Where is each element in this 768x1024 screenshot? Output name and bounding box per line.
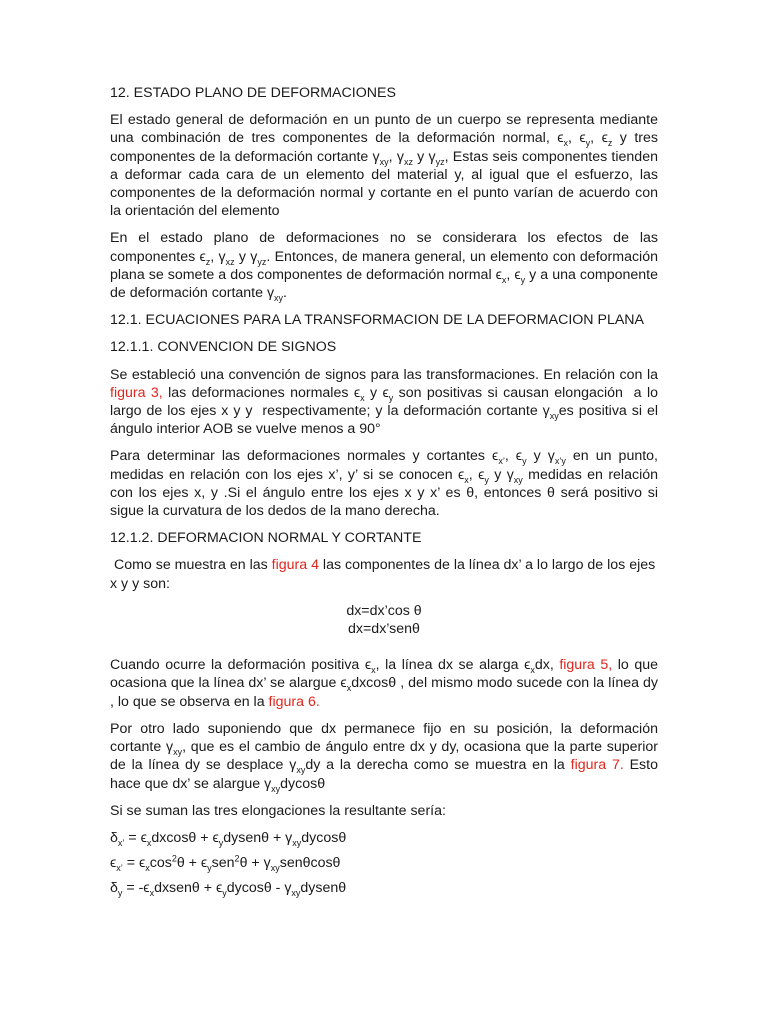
equation-epsilon-x: $\epsilon_{x’} = \epsilon_x\cos^2\theta + \epsilon_ysen^2\theta + \gamma_{xy}sen\theta\cos\theta$ — [110, 853, 341, 873]
paragraph-sum-intro: Si se suman las tres elongaciones la resultante sería: — [110, 802, 446, 819]
section-heading-12: 12. ESTADO PLANO DE DEFORMACIONES — [110, 85, 396, 101]
figure-6-link[interactable]: figura 6. — [268, 693, 320, 710]
document-page — [110, 84, 658, 905]
section-heading-12-1-1: 12.1.1. CONVENCION DE SIGNOS — [110, 339, 337, 356]
paragraph-sign-convention: Se estableció una convención de signos para las transformaciones. En relación con la figura 3, las deformaciones normales $\epsilon_x$ y $\epsilon_y$ son positivas si causan elongación a lo largo de los ejes x y y respectivamente; y la deformación cortante $\gamma_{xy}es$ positiva si el ángulo interior AOB se vuelve menos a 90° — [110, 366, 658, 438]
section-heading-12-1: 12.1. ECUACIONES PARA LA TRANSFORMACION DE LA DEFORMACION PLANA — [110, 312, 645, 329]
figure-5-link[interactable]: figura 5, — [559, 657, 613, 674]
paragraph-plane-strain: En el estado plano de deformaciones no se considerara los efectos de las componentes $\epsilon_z$, $\gamma_{xz}$ y $\gamma_{yz}$. Entonces, de manera general, un elemento con deformación plana se somete a dos componentes de deformación normal $\epsilon_x$, $\epsilon_y$ y a una componente de deformación cortante $\gamma_{xy}$. — [110, 230, 659, 303]
figure-3-link[interactable]: figura 3, — [110, 384, 163, 401]
figure-7-link[interactable]: figura 7. — [570, 757, 624, 774]
figure-4-link[interactable]: figura 4 — [271, 557, 319, 574]
paragraph-intro: El estado general de deformación en un punto de un cuerpo se representa mediante una combinación de tres componentes de la deformación normal, $\epsilon_x$, $\epsilon_y$, $\epsilon_z$ y tres componentes de la deformación cortante $\gamma_{xy}$, $\gamma_{xz}$ y $\gamma_{yz}$, Estas seis componentes tienden a deformar cada cara de un elemento del material y, al igual que el esfuerzo, las componentes de la deformación normal y cortante en el punto varían de acuerdo con la orientación del elemento — [110, 112, 658, 220]
paragraph-shear-strain: Por otro lado suponiendo que dx permanece fijo en su posición, la deformación cortante $\gamma_{xy}$, que es el cambio de ángulo entre dx y dy, ocasiona que la parte superior de la línea dy se desplace $\gamma_{xy}dy$ a la derecha como se muestra en la figura 7. Esto hace que dx’ se alargue $\gamma_{xy}dycos\theta$ — [110, 720, 658, 794]
equation-delta-x: $\delta_{x’} = \epsilon_xdxcos\theta$ + $\epsilon_ydysen\theta + \gamma_{xy}dycos\theta$ — [110, 829, 347, 848]
equation-dx-cos: dx=dx’cos θ — [346, 602, 422, 619]
paragraph-determine: Para determinar las deformaciones normales y cortantes $\epsilon_{x’}$, $\epsilon_y$ y $\gamma_{x’y}$ en un punto, medidas en relación con los ejes x’, y’ si se conocen $\epsilon_x$, $\epsilon_y$ y $\gamma_{xy}$ medidas en relación con los ejes x, y .Si el ángulo entre los ejes x y x’ es θ, entonces θ será positivo si sigue la curvatura de los dedos de la mano derecha. — [110, 448, 659, 520]
equation-delta-y: $\delta_y$ = $-\epsilon_xdxsen\theta + \epsilon_ydycos\theta$ - $\gamma_{xy}dysen\theta$ — [110, 880, 347, 899]
section-heading-12-1-2: 12.1.2. DEFORMACION NORMAL Y CORTANTE — [110, 530, 422, 547]
paragraph-positive-strain: Cuando ocurre la deformación positiva $\epsilon_x$, la línea dx se alarga $\epsilon_xdx$, figura 5, lo que ocasiona que la línea dx’ se alargue $\epsilon_xdxcos\theta$ , del mismo modo sucede con la línea dy , lo que se observa en la figura 6. — [110, 657, 659, 710]
equation-dx-sen: dx=dx’senθ — [348, 621, 420, 638]
paragraph-figure-4: Como se muestra en las figura 4 las componentes de la línea dx’ a lo largo de los ejes x y y son: — [110, 557, 656, 592]
